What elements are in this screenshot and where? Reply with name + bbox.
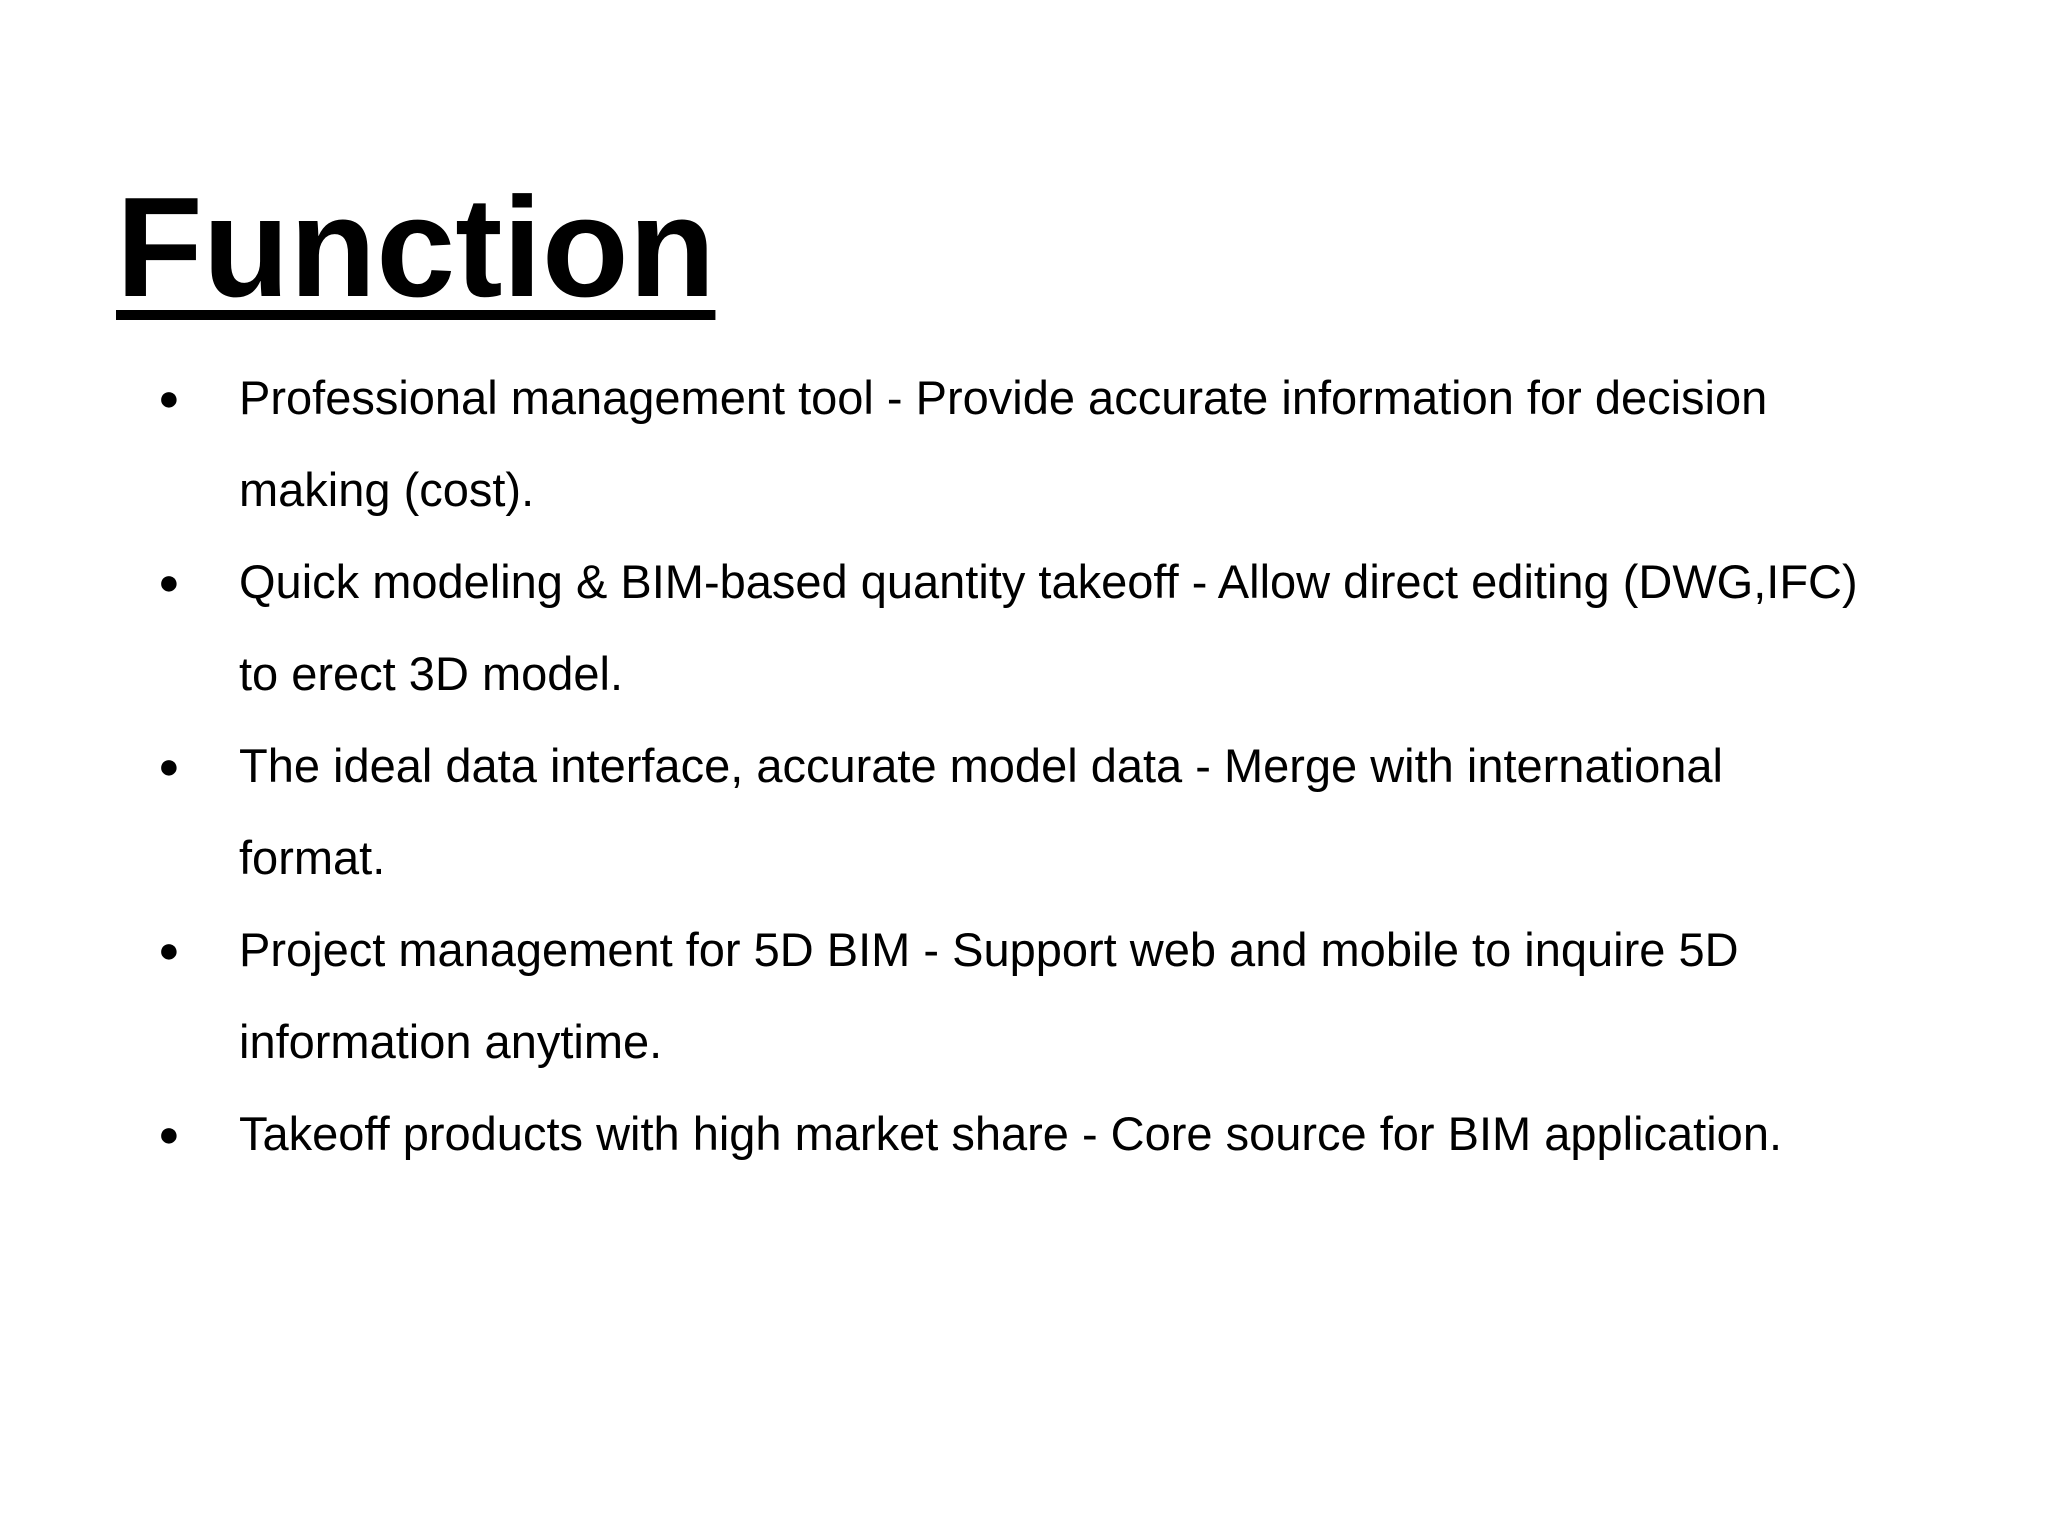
bullet-dot-icon: ● <box>158 561 180 602</box>
bullet-item <box>0 904 2048 1088</box>
bullet-text-line: The ideal data interface, accurate model data - Merge with international <box>239 739 1723 792</box>
bullet-text-line: format. <box>239 831 386 884</box>
bullet-text-line: Professional management tool - Provide accurate information for decision <box>239 371 1768 424</box>
bullet-dot-icon: ● <box>158 1113 180 1154</box>
bullet-dot-icon: ● <box>158 377 180 418</box>
bullet-text-line: Takeoff products with high market share - Core source for BIM application. <box>239 1107 1783 1160</box>
bullet-text-line: information anytime. <box>239 1015 663 1068</box>
bullet-text-line: making (cost). <box>239 463 535 516</box>
bullet-text-line: Quick modeling & BIM-based quantity takeoff - Allow direct editing (DWG,IFC) <box>239 555 1858 608</box>
bullet-item <box>0 720 2048 904</box>
slide-title: Function <box>116 168 716 327</box>
bullet-text-line: to erect 3D model. <box>239 647 624 700</box>
bullet-item <box>0 1088 2048 1180</box>
bullet-item <box>0 536 2048 720</box>
bullet-dot-icon: ● <box>158 745 180 786</box>
bullet-text-line: Project management for 5D BIM - Support web and mobile to inquire 5D <box>239 923 1739 976</box>
bullet-dot-icon: ● <box>158 929 180 970</box>
bullet-item <box>0 352 2048 536</box>
bullet-list <box>0 352 2048 1180</box>
